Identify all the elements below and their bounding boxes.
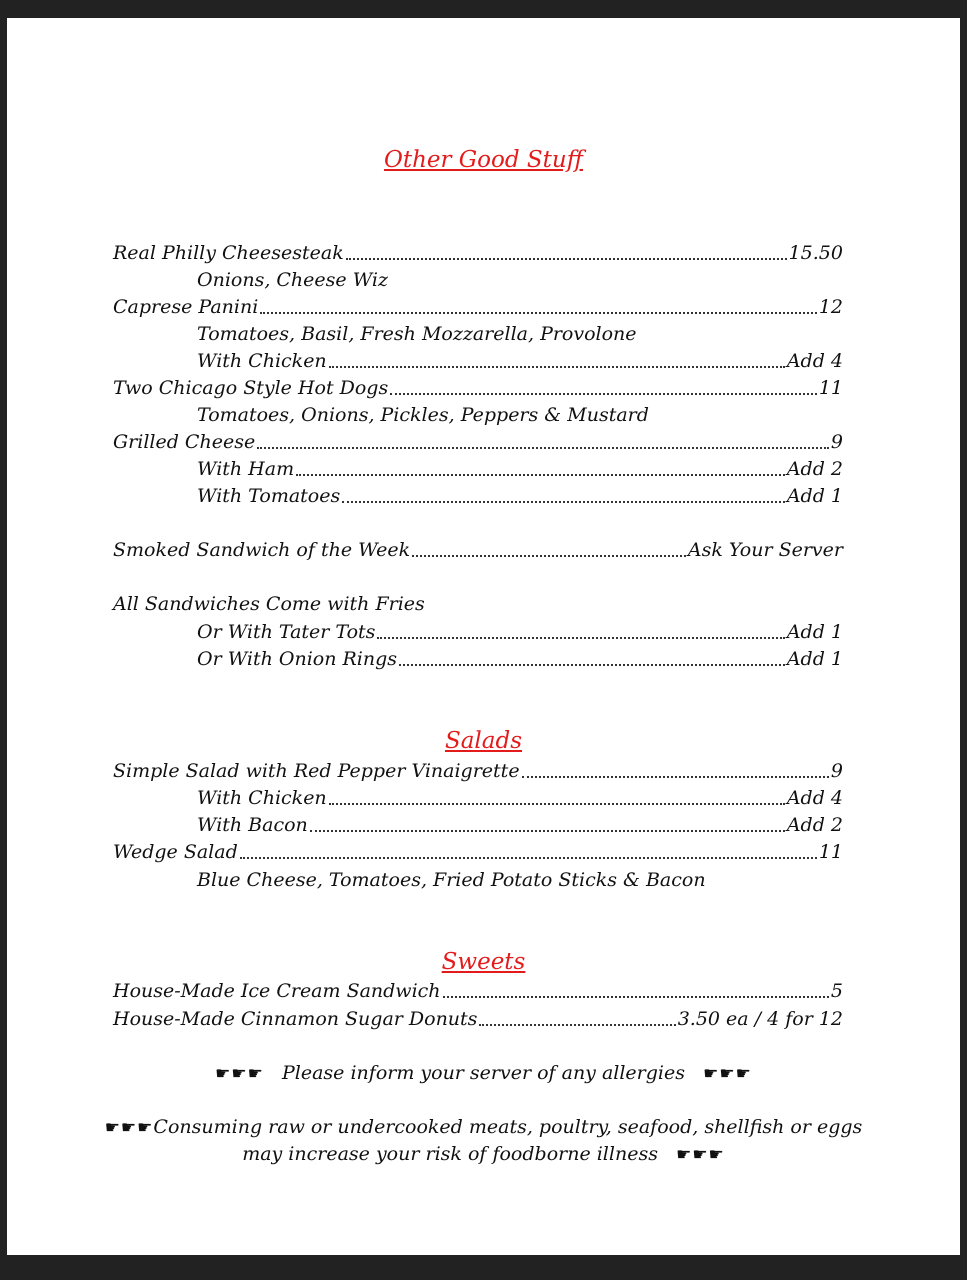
pointing-hand-icon: ☛☛☛ — [104, 1118, 154, 1138]
menu-addon-tomatoes — [197, 483, 843, 510]
dot-leader — [260, 312, 817, 314]
food-warning-line1 — [7, 1114, 960, 1142]
item-price: Ask Your Server — [687, 539, 843, 561]
item-name: House-Made Cinnamon Sugar Donuts — [113, 1008, 478, 1030]
addon-price: Add 1 — [786, 648, 843, 670]
item-name: Grilled Cheese — [113, 431, 256, 453]
menu-addon-salad-bacon — [197, 812, 843, 839]
item-name: Caprese Panini — [113, 296, 259, 318]
dot-leader — [443, 996, 829, 998]
addon-name: Or With Tater Tots — [197, 621, 376, 643]
item-description — [197, 321, 843, 348]
pointing-hand-icon: ☛☛☛ — [215, 1064, 264, 1084]
menu-item-grilled-cheese — [113, 429, 843, 456]
menu-item-caprese — [113, 294, 843, 321]
dot-leader — [257, 447, 829, 449]
addon-price: Add 1 — [786, 485, 843, 507]
item-price: 11 — [818, 841, 843, 863]
item-description — [197, 402, 843, 429]
menu-item-smoked-sandwich — [113, 537, 843, 564]
item-price: 11 — [818, 377, 843, 399]
allergy-note — [7, 1060, 960, 1088]
item-name: Smoked Sandwich of the Week — [113, 539, 411, 561]
menu-addon-onion-rings — [197, 646, 843, 673]
addon-price: Add 2 — [786, 814, 843, 836]
section-title-salads: Salads — [444, 728, 523, 754]
addon-name: With Chicken — [197, 787, 327, 809]
menu-addon-salad-chicken — [197, 785, 843, 812]
menu-item-donuts — [113, 1006, 843, 1033]
addon-name: Or With Onion Rings — [197, 648, 398, 670]
item-price: 3.50 ea / 4 for 12 — [677, 1008, 843, 1030]
item-price: 12 — [818, 296, 843, 318]
dot-leader — [346, 258, 787, 260]
item-name: Real Philly Cheesesteak — [113, 242, 344, 264]
dot-leader — [390, 393, 817, 395]
pointing-hand-icon: ☛☛☛ — [703, 1064, 752, 1084]
addon-name: With Ham — [197, 458, 295, 480]
menu-addon-tater-tots — [197, 619, 843, 646]
item-name: Two Chicago Style Hot Dogs — [113, 377, 389, 399]
dot-leader — [479, 1024, 675, 1026]
menu-item-philly — [113, 240, 843, 267]
addon-name: With Chicken — [197, 350, 327, 372]
warning-text-2: may increase your risk of foodborne illness — [242, 1143, 658, 1165]
dot-leader — [522, 776, 829, 778]
allergy-text: Please inform your server of any allergies — [282, 1062, 685, 1084]
sides-text: All Sandwiches Come with Fries — [113, 593, 425, 615]
menu-item-hotdogs — [113, 375, 843, 402]
dot-leader — [296, 474, 785, 476]
menu-addon-caprese-chicken — [197, 348, 843, 375]
addon-price: Add 4 — [786, 350, 843, 372]
sides-label — [113, 591, 843, 618]
description-text: Tomatoes, Basil, Fresh Mozzarella, Provolone — [197, 323, 637, 345]
item-name: House-Made Ice Cream Sandwich — [113, 980, 441, 1002]
item-price: 9 — [830, 431, 843, 453]
addon-price: Add 2 — [786, 458, 843, 480]
item-description — [197, 267, 843, 294]
menu-item-simple-salad — [113, 758, 843, 785]
pointing-hand-icon: ☛☛☛ — [676, 1145, 725, 1165]
item-description — [197, 867, 843, 894]
description-text: Blue Cheese, Tomatoes, Fried Potato Sticks & Bacon — [197, 869, 706, 891]
item-price: 9 — [830, 760, 843, 782]
dot-leader — [342, 501, 785, 503]
menu-addon-ham — [197, 456, 843, 483]
warning-text-1: Consuming raw or undercooked meats, poultry, seafood, shellfish or eggs — [153, 1116, 863, 1138]
dot-leader — [240, 857, 817, 859]
addon-name: With Tomatoes — [197, 485, 341, 507]
menu-item-ice-cream-sandwich — [113, 978, 843, 1005]
addon-price: Add 1 — [786, 621, 843, 643]
item-name: Simple Salad with Red Pepper Vinaigrette — [113, 760, 520, 782]
addon-name: With Bacon — [197, 814, 308, 836]
description-text: Onions, Cheese Wiz — [197, 269, 388, 291]
item-name: Wedge Salad — [113, 841, 238, 863]
dot-leader — [412, 555, 686, 557]
menu-page — [7, 18, 960, 1255]
section-title-sweets: Sweets — [441, 949, 526, 975]
dot-leader — [329, 803, 785, 805]
item-price: 5 — [830, 980, 843, 1002]
dot-leader — [310, 830, 785, 832]
item-price: 15.50 — [788, 242, 843, 264]
section-title-other: Other Good Stuff — [383, 147, 584, 173]
dot-leader — [399, 664, 785, 666]
dot-leader — [377, 637, 784, 639]
addon-price: Add 4 — [786, 787, 843, 809]
food-warning-line2 — [7, 1141, 960, 1169]
description-text: Tomatoes, Onions, Pickles, Peppers & Mustard — [197, 404, 649, 426]
menu-item-wedge-salad — [113, 839, 843, 866]
dot-leader — [329, 366, 785, 368]
